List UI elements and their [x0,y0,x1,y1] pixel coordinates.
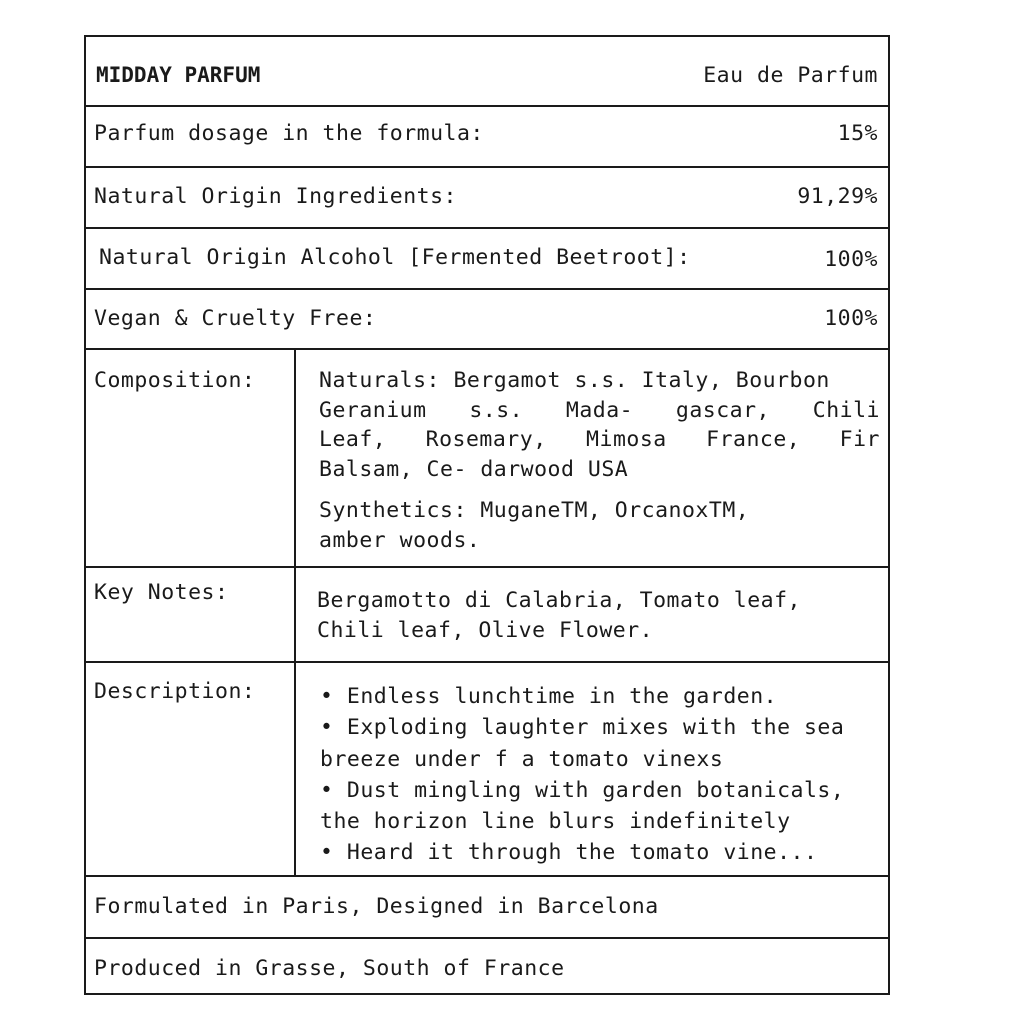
description-line: • Heard it through the tomato vine... [320,840,818,866]
description-line: breeze under f a tomato vinexs [320,746,724,772]
composition-naturals [319,366,880,484]
key-notes-line: Chili leaf, Olive Flower. [317,617,654,643]
dosage-row [86,107,888,168]
product-info-card [84,35,890,995]
key-notes-label-cell [86,568,296,661]
product-type: Eau de Parfum [703,63,878,88]
composition-synthetics [319,496,749,555]
natural-alcohol-label: Natural Origin Alcohol [Fermented Beetroot]: [99,245,691,270]
description-line: • Endless lunchtime in the garden. [320,684,778,709]
composition-naturals-line: Balsam, Ce- darwood USA [319,456,629,482]
key-notes-line: Bergamotto di Calabria, Tomato leaf, [317,588,801,613]
description-row [86,663,888,877]
key-notes-label: Key Notes: [94,580,229,605]
description-line: the horizon line blurs indefinitely [320,809,791,835]
header-row [86,37,888,107]
vegan-row [86,290,888,350]
product-name: MIDDAY PARFUM [96,63,261,87]
natural-ingredients-row [86,168,888,229]
composition-synthetics-line: Synthetics: MuganeTM, OrcanoxTM, [319,498,750,523]
composition-naturals-line: Naturals: Bergamot s.s. Italy, Bourbon [319,368,830,393]
vegan-value: 100% [824,306,878,331]
dosage-value: 15% [837,121,878,146]
description-text [320,681,844,869]
produced-text: Produced in Grasse, South of France [94,956,565,981]
formulated-text: Formulated in Paris, Designed in Barcelona [94,894,659,919]
natural-ingredients-label: Natural Origin Ingredients: [94,184,457,209]
composition-naturals-line: Leaf, Rosemary, Mimosa France, Fir [319,427,880,452]
description-line: • Dust mingling with garden botanicals, [320,777,845,803]
formulated-row [86,877,888,939]
composition-naturals-line: Geranium s.s. Mada- gascar, Chili [319,397,880,423]
key-notes-row [86,568,888,663]
dosage-label: Parfum dosage in the formula: [94,121,484,146]
description-line: • Exploding laughter mixes with the sea [320,715,845,741]
natural-alcohol-value: 100% [824,247,878,272]
natural-alcohol-row [86,229,888,290]
composition-label-cell [86,350,296,566]
description-label-cell [86,663,296,875]
key-notes-text [317,586,801,645]
description-label: Description: [94,679,256,704]
vegan-label: Vegan & Cruelty Free: [94,306,377,331]
composition-row [86,350,888,568]
composition-label: Composition: [94,368,256,393]
produced-row [86,939,888,995]
composition-synthetics-line: amber woods. [319,527,481,553]
natural-ingredients-value: 91,29% [797,184,878,209]
